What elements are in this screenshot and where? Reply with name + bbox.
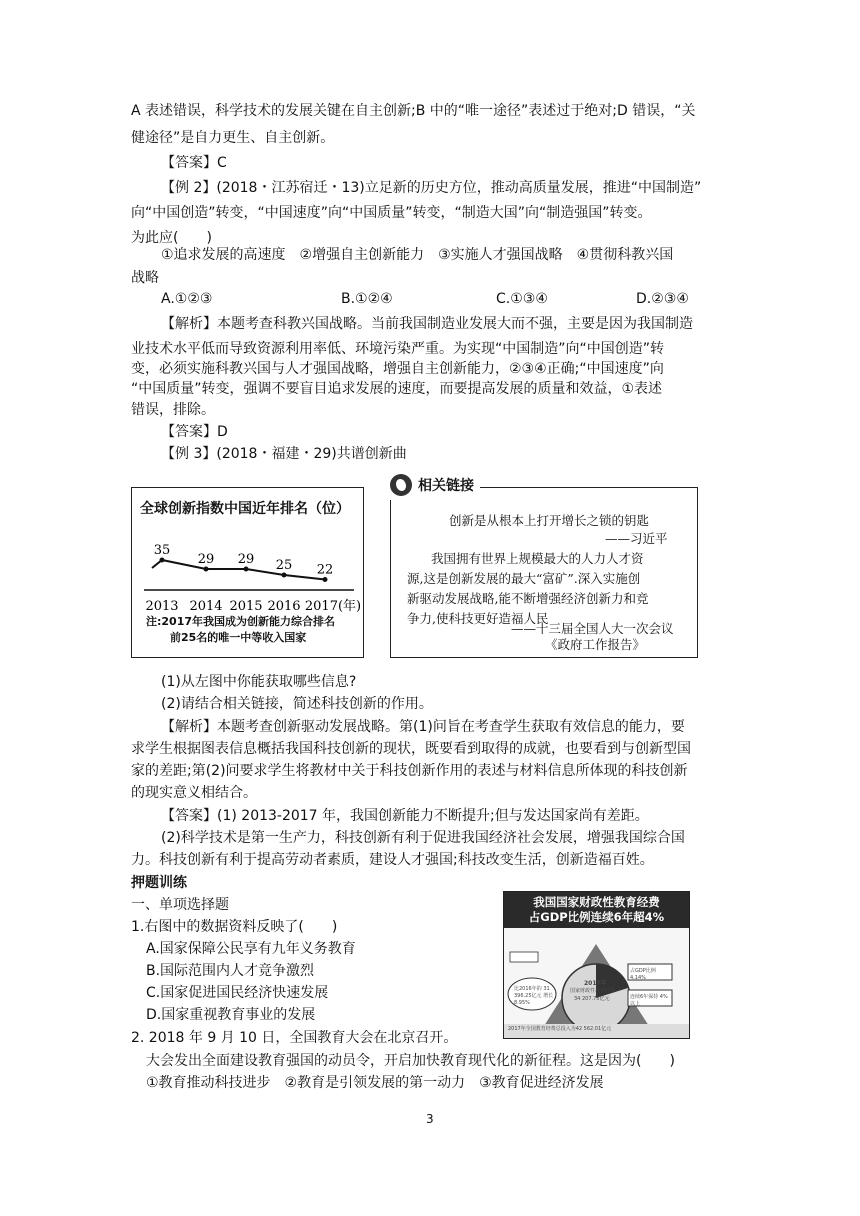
option-c: C.①③④ — [496, 291, 548, 307]
chart-point — [160, 558, 165, 563]
link-source: 《政府工作报告》 — [545, 637, 646, 652]
chart-tick-label: 2015 — [229, 599, 263, 614]
chart-data-label: 25 — [275, 558, 293, 573]
question-1: (1)从左图中你能获取哪些信息? — [161, 674, 357, 690]
link-body-line: 我国拥有世界上规模最大的人力人才资 — [431, 551, 644, 566]
chart-data-label: 29 — [237, 552, 255, 567]
answer-text: 【答案】(1) 2013-2017 年，我国创新能力不断提升;但与发达国家尚有差距。 — [161, 808, 649, 824]
poster-title-line: 占GDP比例连续6年超4% — [528, 910, 665, 924]
poster-title — [504, 892, 689, 928]
chart-data-label: 29 — [197, 552, 215, 567]
question-2: (2)请结合相关链接，简述科技创新的作用。 — [161, 696, 433, 712]
chart-tick-label: 2016 — [267, 599, 301, 614]
section-title: 一、单项选择题 — [131, 897, 229, 913]
poster-center-value: 34 207.75亿元 — [574, 996, 610, 1002]
text-line: 战略 — [131, 270, 159, 286]
link-body-line: 源,这是创新发展的最大“富矿”.深入实施创 — [407, 571, 641, 586]
poster-title-line: 我国国家财政性教育经费 — [533, 895, 660, 909]
link-body-line: 争力,使科技更好造福人民 — [407, 611, 549, 626]
chart-point — [204, 567, 209, 572]
option-a: A.①②③ — [161, 291, 213, 307]
link-source: ——十三届全国人大一次会议 — [511, 621, 674, 636]
chart-point — [244, 567, 249, 572]
q2-statements: ①教育推动科技进步 ②教育是引领发展的第一动力 ③教育促进经济发展 — [146, 1075, 604, 1091]
poster-bubble: 比2016年的 31 396.25亿元 增长8.95% — [514, 986, 554, 1006]
related-link-box — [390, 487, 698, 658]
text-line: 健途径”是自力更生、自主创新。 — [131, 130, 335, 146]
chart-tick-label: 2017(年) — [304, 599, 362, 614]
poster-center-sub: 国家财政性教育经费 — [570, 988, 616, 994]
answer-text: (2)科学技术是第一生产力，科技创新有利于促进我国经济社会发展，增强我国综合国 — [161, 830, 685, 846]
text-line: 向“中国创造”转变，“中国速度”向“中国质量”转变，“制造大国”向“制造强国”转变。 — [131, 205, 652, 221]
analysis-text: 的现实意义相结合。 — [131, 785, 257, 801]
link-quote: 创新是从根本上打开增长之锁的钥匙 — [449, 513, 650, 528]
analysis-text: 【解析】本题考查创新驱动发展战略。第(1)问旨在考查学生获取有效信息的能力，要 — [161, 719, 685, 735]
choice-statements: ①追求发展的高速度 ②增强自主创新能力 ③实施人才强国战略 ④贯彻科教兴国 — [161, 247, 674, 263]
answer-label: 【答案】D — [161, 424, 228, 440]
answer-label: 【答案】C — [161, 155, 227, 171]
link-emblem-icon — [390, 474, 412, 496]
analysis-text: 【解析】本题考查科教兴国战略。当前我国制造业发展大而不强，主要是因为我国制造 — [161, 316, 693, 332]
link-quote-author: ——习近平 — [605, 531, 668, 546]
chart-note — [146, 614, 335, 646]
chart-title: 全球创新指数中国近年排名（位） — [140, 501, 350, 517]
q1-option-b: B.国际范围内人才竞争激烈 — [146, 963, 315, 979]
chart-tick-label: 2013 — [145, 599, 179, 614]
related-link-label: 相关链接 — [418, 478, 474, 494]
poster-bottom-note: 2017年全国教育经费总投入为42 562.01亿元 — [508, 1026, 612, 1032]
education-funding-poster — [503, 891, 690, 1039]
analysis-text: 业技术水平低而导致资源利用率低、环境污染严重。为实现“中国制造”向“中国创造”转 — [131, 341, 665, 357]
chart-data-label: 35 — [153, 543, 171, 558]
q2-stem: 2. 2018 年 9 月 10 日，全国教育大会在北京召开。 — [131, 1030, 458, 1046]
link-body-line: 新驱动发展战略,能不断增强经济创新力和竞 — [407, 591, 649, 606]
q1-stem: 1.右图中的数据资料反映了( ) — [131, 919, 338, 935]
analysis-text: 求学生根据图表信息概括我国科技创新的现状，既要看到取得的成就，也要看到与创新型国 — [131, 741, 691, 757]
example-3-title: 【例 3】(2018・福建・29)共谱创新曲 — [161, 446, 407, 462]
answer-text: 力。科技创新有利于提高劳动者素质，建设人才强国;科技改变生活，创新造福百姓。 — [131, 852, 654, 868]
text-line: A 表述错误，科学技术的发展关键在自主创新;B 中的“唯一途径”表述过于绝对;D 错误，“关 — [131, 103, 696, 119]
example-2-stem: 【例 2】(2018・江苏宿迁・13)立足新的历史方位，推动高质量发展，推进“中国制造” — [161, 180, 702, 196]
chart-tick-label: 2014 — [189, 599, 223, 614]
q1-option-d: D.国家重视教育事业的发展 — [146, 1007, 316, 1023]
chart-data-label: 22 — [316, 562, 334, 578]
chart-point — [282, 573, 287, 578]
q1-option-c: C.国家促进国民经济快速发展 — [146, 985, 329, 1001]
related-link-header — [390, 470, 480, 500]
chart-point — [323, 577, 328, 582]
analysis-text: 家的差距;第(2)问要求学生将教材中关于科技创新作用的表述与材料信息所体现的科技创新 — [131, 763, 688, 779]
page-number: 3 — [426, 1112, 434, 1126]
training-title: 押题训练 — [131, 875, 187, 891]
q2-stem-cont: 大会发出全面建设教育强国的动员令，开启加快教育现代化的新征程。这是因为( ) — [146, 1053, 675, 1069]
poster-center-label: 2017年 — [584, 980, 607, 987]
text-line: 为此应( ) — [131, 230, 212, 246]
q1-option-a: A.国家保障公民享有九年义务教育 — [146, 941, 356, 957]
chart-note-line: 前25名的唯一中等收入国家 — [170, 631, 307, 644]
analysis-text: “中国质量”转变，强调不要盲目追求发展的速度，而要提高发展的质量和效益，①表述 — [131, 381, 663, 397]
analysis-text: 错误，排除。 — [131, 402, 215, 418]
option-b: B.①②④ — [341, 291, 393, 307]
poster-badge: 连续6年保持 4%以上 — [630, 994, 668, 1007]
ranking-chart — [131, 487, 364, 658]
chart-note-line: 注:2017年我国成为创新能力综合排名 — [146, 615, 336, 628]
poster-badge: 占GDP比例 4.14% — [630, 968, 656, 981]
option-d: D.②③④ — [636, 291, 689, 307]
analysis-text: 变，必须实施科教兴国与人才强国战略，增强自主创新能力，②③④正确;“中国速度”向 — [131, 361, 664, 377]
